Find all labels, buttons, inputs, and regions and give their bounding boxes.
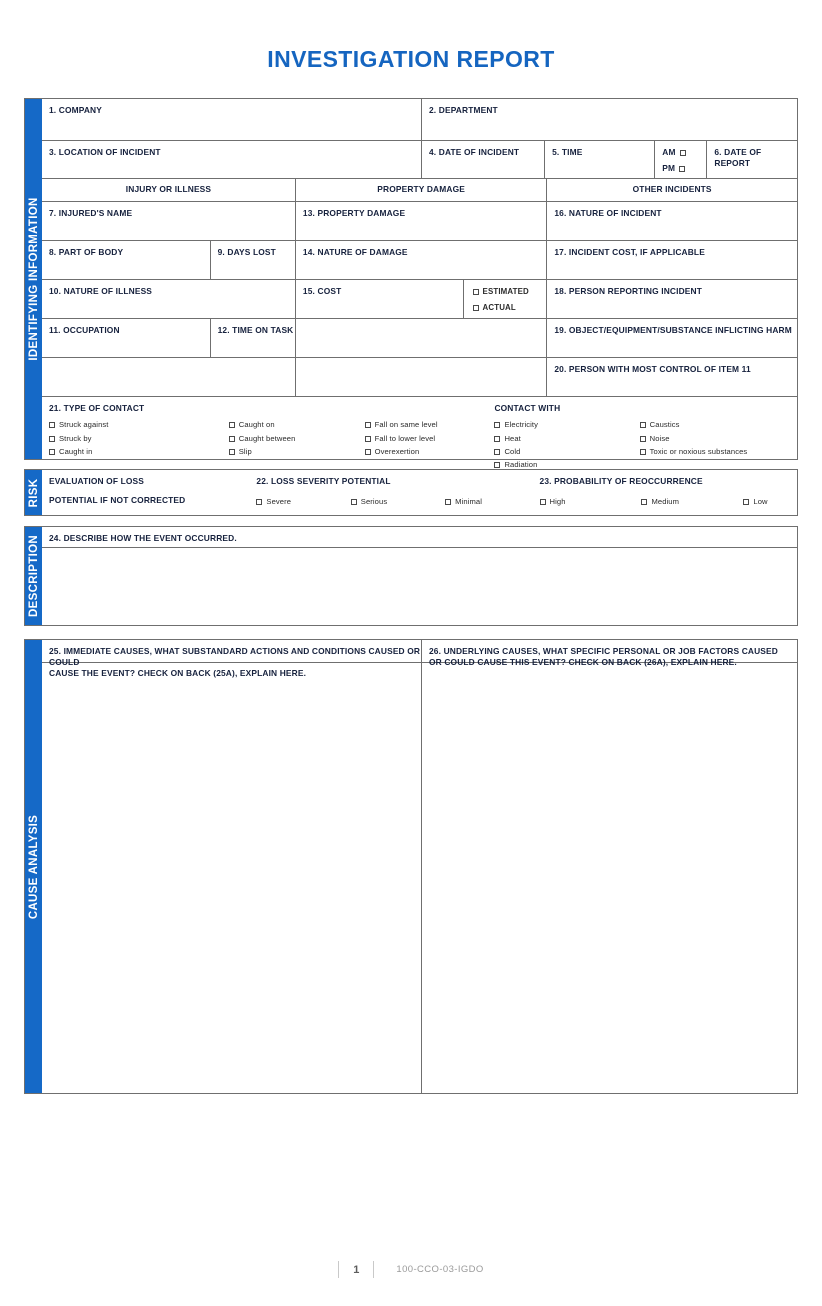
- struck-against-checkbox-icon[interactable]: [49, 422, 55, 428]
- field-company[interactable]: [42, 99, 421, 140]
- option-slip[interactable]: [229, 445, 365, 458]
- option-high[interactable]: [540, 495, 642, 508]
- field-department-label: 2. DEPARTMENT: [429, 105, 498, 115]
- option-caustics-label: Caustics: [649, 420, 680, 430]
- actual-label: ACTUAL: [482, 302, 516, 312]
- field-property-damage-label: 13. PROPERTY DAMAGE: [302, 208, 406, 218]
- field-date-of-incident[interactable]: [421, 141, 544, 178]
- field-occupation[interactable]: [42, 319, 210, 357]
- row-11-12-19: [42, 318, 797, 357]
- pm-checkbox-icon[interactable]: [679, 166, 685, 172]
- option-struck-against-label: Struck against: [59, 420, 109, 430]
- option-electricity[interactable]: [494, 418, 639, 431]
- severe-checkbox-icon[interactable]: [256, 499, 262, 505]
- field-time-on-task-label: 12. TIME ON TASK: [217, 325, 294, 335]
- cause-analysis-spine: [25, 640, 42, 1093]
- field-person-reporting-incident[interactable]: [546, 280, 797, 318]
- option-caught-between[interactable]: [229, 432, 365, 445]
- minimal-checkbox-icon[interactable]: [445, 499, 451, 505]
- option-toxic-substances[interactable]: [640, 445, 797, 458]
- option-minimal[interactable]: [445, 495, 539, 508]
- field-nature-of-illness[interactable]: [42, 280, 295, 318]
- field-time-on-task[interactable]: [210, 319, 295, 357]
- type-of-contact-col-1: [49, 418, 229, 458]
- field-injured-name[interactable]: [42, 202, 295, 240]
- option-low-label: Low: [753, 497, 768, 506]
- option-fall-lower-level[interactable]: [365, 432, 488, 445]
- field-describe-event-label: 24. DESCRIBE HOW THE EVENT OCCURRED.: [49, 533, 237, 544]
- option-struck-by-label: Struck by: [59, 433, 92, 443]
- field-blank-property-column-2[interactable]: [295, 358, 546, 396]
- option-cold-label: Cold: [504, 446, 521, 456]
- pm-option[interactable]: [662, 161, 706, 177]
- field-incident-cost[interactable]: [546, 241, 797, 279]
- field-contact-with-label: CONTACT WITH: [494, 403, 561, 413]
- option-medium-label: Medium: [651, 497, 680, 506]
- group-header-property-damage: [295, 179, 546, 201]
- risk-section: [24, 469, 798, 516]
- field-date-of-report-label: 6. DATE OF REPORT: [714, 147, 762, 169]
- option-noise[interactable]: [640, 432, 797, 445]
- option-high-label: High: [549, 497, 566, 506]
- field-immediate-causes-header: [42, 640, 421, 679]
- type-of-contact-col-2: [229, 418, 365, 458]
- electricity-checkbox-icon[interactable]: [494, 422, 500, 428]
- risk-body: [42, 470, 797, 515]
- field-company-label: 1. COMPANY: [49, 105, 102, 115]
- field-location-of-incident-label: 3. LOCATION OF INCIDENT: [49, 147, 161, 157]
- risk-row-headers: [42, 476, 797, 486]
- field-part-of-body[interactable]: [42, 241, 210, 279]
- field-loss-severity-potential-label: 22. LOSS SEVERITY POTENTIAL: [256, 476, 391, 486]
- option-caught-on-label: Caught on: [238, 420, 275, 430]
- option-fall-same-level-label: Fall on same level: [374, 420, 438, 430]
- option-caught-in-label: Caught in: [59, 446, 93, 456]
- cause-analysis-headers: [42, 640, 797, 679]
- field-time-label: 5. TIME: [552, 147, 583, 157]
- caught-on-checkbox-icon[interactable]: [229, 422, 235, 428]
- field-days-lost-label: 9. DAYS LOST: [217, 247, 276, 257]
- option-fall-lower-level-label: Fall to lower level: [374, 433, 436, 443]
- option-severe[interactable]: [256, 495, 350, 508]
- option-minimal-label: Minimal: [455, 497, 483, 506]
- footer-form-code: 100-CCO-03-IGDO: [396, 1264, 484, 1275]
- field-person-most-control[interactable]: [546, 358, 797, 396]
- row-8-9-14-17: [42, 240, 797, 279]
- actual-option[interactable]: [473, 300, 547, 316]
- footer-page-number: 1: [353, 1263, 360, 1276]
- field-injured-name-label: 7. INJURED'S NAME: [49, 208, 133, 218]
- noise-checkbox-icon[interactable]: [640, 436, 646, 442]
- identifying-information-body: [42, 99, 797, 470]
- identifying-information-spine-label: IDENTIFYING INFORMATION: [27, 197, 40, 361]
- am-option[interactable]: [662, 145, 706, 161]
- contact-with-col-2: [640, 418, 797, 471]
- evaluation-of-loss-label: EVALUATION OF LOSS: [49, 476, 144, 486]
- field-describe-event-header: [42, 527, 797, 547]
- option-cold[interactable]: [494, 445, 639, 458]
- group-header-other-incidents-label: OTHER INCIDENTS: [632, 184, 712, 195]
- high-checkbox-icon[interactable]: [540, 499, 546, 505]
- risk-spine: [25, 470, 42, 515]
- field-location-of-incident[interactable]: [42, 141, 421, 178]
- potential-if-not-corrected-label: POTENTIAL IF NOT CORRECTED: [49, 495, 186, 505]
- option-caught-on[interactable]: [229, 418, 365, 431]
- description-spine-label: DESCRIPTION: [27, 535, 40, 618]
- option-radiation-label: Radiation: [504, 460, 538, 470]
- estimated-checkbox-icon[interactable]: [473, 289, 479, 295]
- field-date-of-report[interactable]: [706, 141, 797, 178]
- risk-row-options: [42, 495, 797, 508]
- field-type-of-contact: [42, 397, 487, 459]
- actual-checkbox-icon[interactable]: [473, 305, 479, 311]
- page-footer: [0, 1261, 822, 1278]
- fall-same-level-checkbox-icon[interactable]: [365, 422, 371, 428]
- row-company-department: [42, 99, 797, 140]
- field-days-lost[interactable]: [210, 241, 295, 279]
- fall-lower-level-checkbox-icon[interactable]: [365, 436, 371, 442]
- identifying-information-section: [24, 98, 798, 470]
- description-body: [42, 527, 797, 625]
- option-overexertion[interactable]: [365, 445, 488, 458]
- field-occupation-label: 11. OCCUPATION: [49, 325, 120, 335]
- field-immediate-causes-line1: 25. IMMEDIATE CAUSES, WHAT SUBSTANDARD ACTIONS AND CONDITIONS CAUSED OR COULD: [49, 646, 421, 668]
- option-severe-label: Severe: [266, 497, 292, 506]
- option-medium[interactable]: [641, 495, 743, 508]
- row-10-15-18: [42, 279, 797, 318]
- cause-analysis-spine-label: CAUSE ANALYSIS: [27, 814, 40, 919]
- field-nature-of-damage-label: 14. NATURE OF DAMAGE: [302, 247, 408, 257]
- row-group-headers: [42, 178, 797, 201]
- option-slip-label: Slip: [238, 446, 252, 456]
- immediate-causes-textarea[interactable]: [42, 663, 421, 1093]
- field-underlying-causes-header: [421, 640, 797, 668]
- slip-checkbox-icon[interactable]: [229, 449, 235, 455]
- contact-with-col-1: [494, 418, 639, 471]
- field-cost[interactable]: [295, 280, 463, 318]
- contact-with-options: [487, 418, 797, 471]
- caught-in-checkbox-icon[interactable]: [49, 449, 55, 455]
- field-am-pm: [654, 141, 706, 178]
- field-date-of-incident-label: 4. DATE OF INCIDENT: [429, 147, 520, 157]
- cold-checkbox-icon[interactable]: [494, 449, 500, 455]
- low-checkbox-icon[interactable]: [743, 499, 749, 505]
- field-nature-of-incident-label: 16. NATURE OF INCIDENT: [554, 208, 662, 218]
- option-caught-between-label: Caught between: [238, 433, 296, 443]
- field-incident-cost-label: 17. INCIDENT COST, IF APPLICABLE: [554, 247, 705, 257]
- field-underlying-causes-line1: 26. UNDERLYING CAUSES, WHAT SPECIFIC PERSONAL OR JOB FACTORS CAUSED: [429, 646, 778, 657]
- field-nature-of-illness-label: 10. NATURE OF ILLNESS: [49, 286, 153, 296]
- group-header-injury-or-illness-label: INJURY OR ILLNESS: [125, 184, 212, 195]
- row-7-13-16: [42, 201, 797, 240]
- row-20: [42, 357, 797, 396]
- toxic-substances-checkbox-icon[interactable]: [640, 449, 646, 455]
- field-type-of-contact-label: 21. TYPE OF CONTACT: [49, 403, 145, 413]
- option-toxic-substances-label: Toxic or noxious substances: [649, 446, 748, 456]
- option-low[interactable]: [743, 495, 797, 508]
- caustics-checkbox-icon[interactable]: [640, 422, 646, 428]
- option-struck-against[interactable]: [49, 418, 229, 431]
- cause-analysis-body: [42, 640, 797, 1093]
- radiation-checkbox-icon[interactable]: [494, 462, 500, 468]
- row-type-of-contact: [42, 396, 797, 470]
- description-spine: [25, 527, 42, 625]
- describe-event-textarea[interactable]: [42, 547, 797, 625]
- field-nature-of-damage[interactable]: [295, 241, 546, 279]
- cause-analysis-areas: [42, 662, 797, 1093]
- field-part-of-body-label: 8. PART OF BODY: [49, 247, 124, 257]
- option-noise-label: Noise: [649, 433, 670, 443]
- field-contact-with: [487, 397, 797, 470]
- underlying-causes-textarea[interactable]: [421, 663, 797, 1093]
- option-heat-label: Heat: [504, 433, 521, 443]
- field-cost-label: 15. COST: [302, 286, 342, 296]
- option-caught-in[interactable]: [49, 445, 229, 458]
- field-cost-type: [463, 280, 547, 318]
- option-radiation[interactable]: [494, 458, 639, 471]
- heat-checkbox-icon[interactable]: [494, 436, 500, 442]
- field-department[interactable]: [421, 99, 797, 140]
- overexertion-checkbox-icon[interactable]: [365, 449, 371, 455]
- option-caustics[interactable]: [640, 418, 797, 431]
- field-property-damage[interactable]: [295, 202, 546, 240]
- am-checkbox-icon[interactable]: [680, 150, 686, 156]
- option-struck-by[interactable]: [49, 432, 229, 445]
- type-of-contact-options: [49, 418, 487, 458]
- description-section: [24, 526, 798, 626]
- field-time[interactable]: [544, 141, 654, 178]
- option-heat[interactable]: [494, 432, 639, 445]
- caught-between-checkbox-icon[interactable]: [229, 436, 235, 442]
- cause-analysis-section: [24, 639, 798, 1094]
- option-fall-same-level[interactable]: [365, 418, 488, 431]
- type-of-contact-col-3: [365, 418, 488, 458]
- group-header-other-incidents: [546, 179, 797, 201]
- estimated-label: ESTIMATED: [482, 287, 529, 296]
- identifying-information-spine: [25, 99, 42, 459]
- medium-checkbox-icon[interactable]: [641, 499, 647, 505]
- field-person-reporting-incident-label: 18. PERSON REPORTING INCIDENT: [554, 286, 703, 296]
- risk-spine-label: RISK: [27, 478, 40, 507]
- option-electricity-label: Electricity: [504, 420, 539, 430]
- option-serious[interactable]: [351, 495, 445, 508]
- field-immediate-causes-line2: CAUSE THE EVENT? CHECK ON BACK (25A), EXPLAIN HERE.: [49, 668, 307, 679]
- pm-label: PM: [662, 162, 676, 173]
- row-location-date-time: [42, 140, 797, 178]
- group-header-injury-or-illness: [42, 179, 295, 201]
- field-nature-of-incident[interactable]: [546, 202, 797, 240]
- option-overexertion-label: Overexertion: [374, 446, 420, 456]
- field-object-inflicting-harm[interactable]: [546, 319, 797, 357]
- am-label: AM: [662, 147, 676, 157]
- field-underlying-causes-line2: OR COULD CAUSE THIS EVENT? CHECK ON BACK (26A), EXPLAIN HERE.: [429, 657, 737, 668]
- struck-by-checkbox-icon[interactable]: [49, 436, 55, 442]
- field-blank-injury-column[interactable]: [42, 358, 295, 396]
- field-blank-property-column[interactable]: [295, 319, 546, 357]
- page-title: INVESTIGATION REPORT: [267, 46, 555, 72]
- field-object-inflicting-harm-label: 19. OBJECT/EQUIPMENT/SUBSTANCE INFLICTING HARM: [554, 325, 792, 335]
- serious-checkbox-icon[interactable]: [351, 499, 357, 505]
- field-probability-of-reoccurrence-label: 23. PROBABILITY OF REOCCURRENCE: [539, 476, 703, 486]
- group-header-property-damage-label: PROPERTY DAMAGE: [377, 184, 465, 195]
- estimated-option[interactable]: [473, 284, 547, 300]
- option-serious-label: Serious: [360, 497, 388, 506]
- field-person-most-control-label: 20. PERSON WITH MOST CONTROL OF ITEM 11: [554, 364, 751, 374]
